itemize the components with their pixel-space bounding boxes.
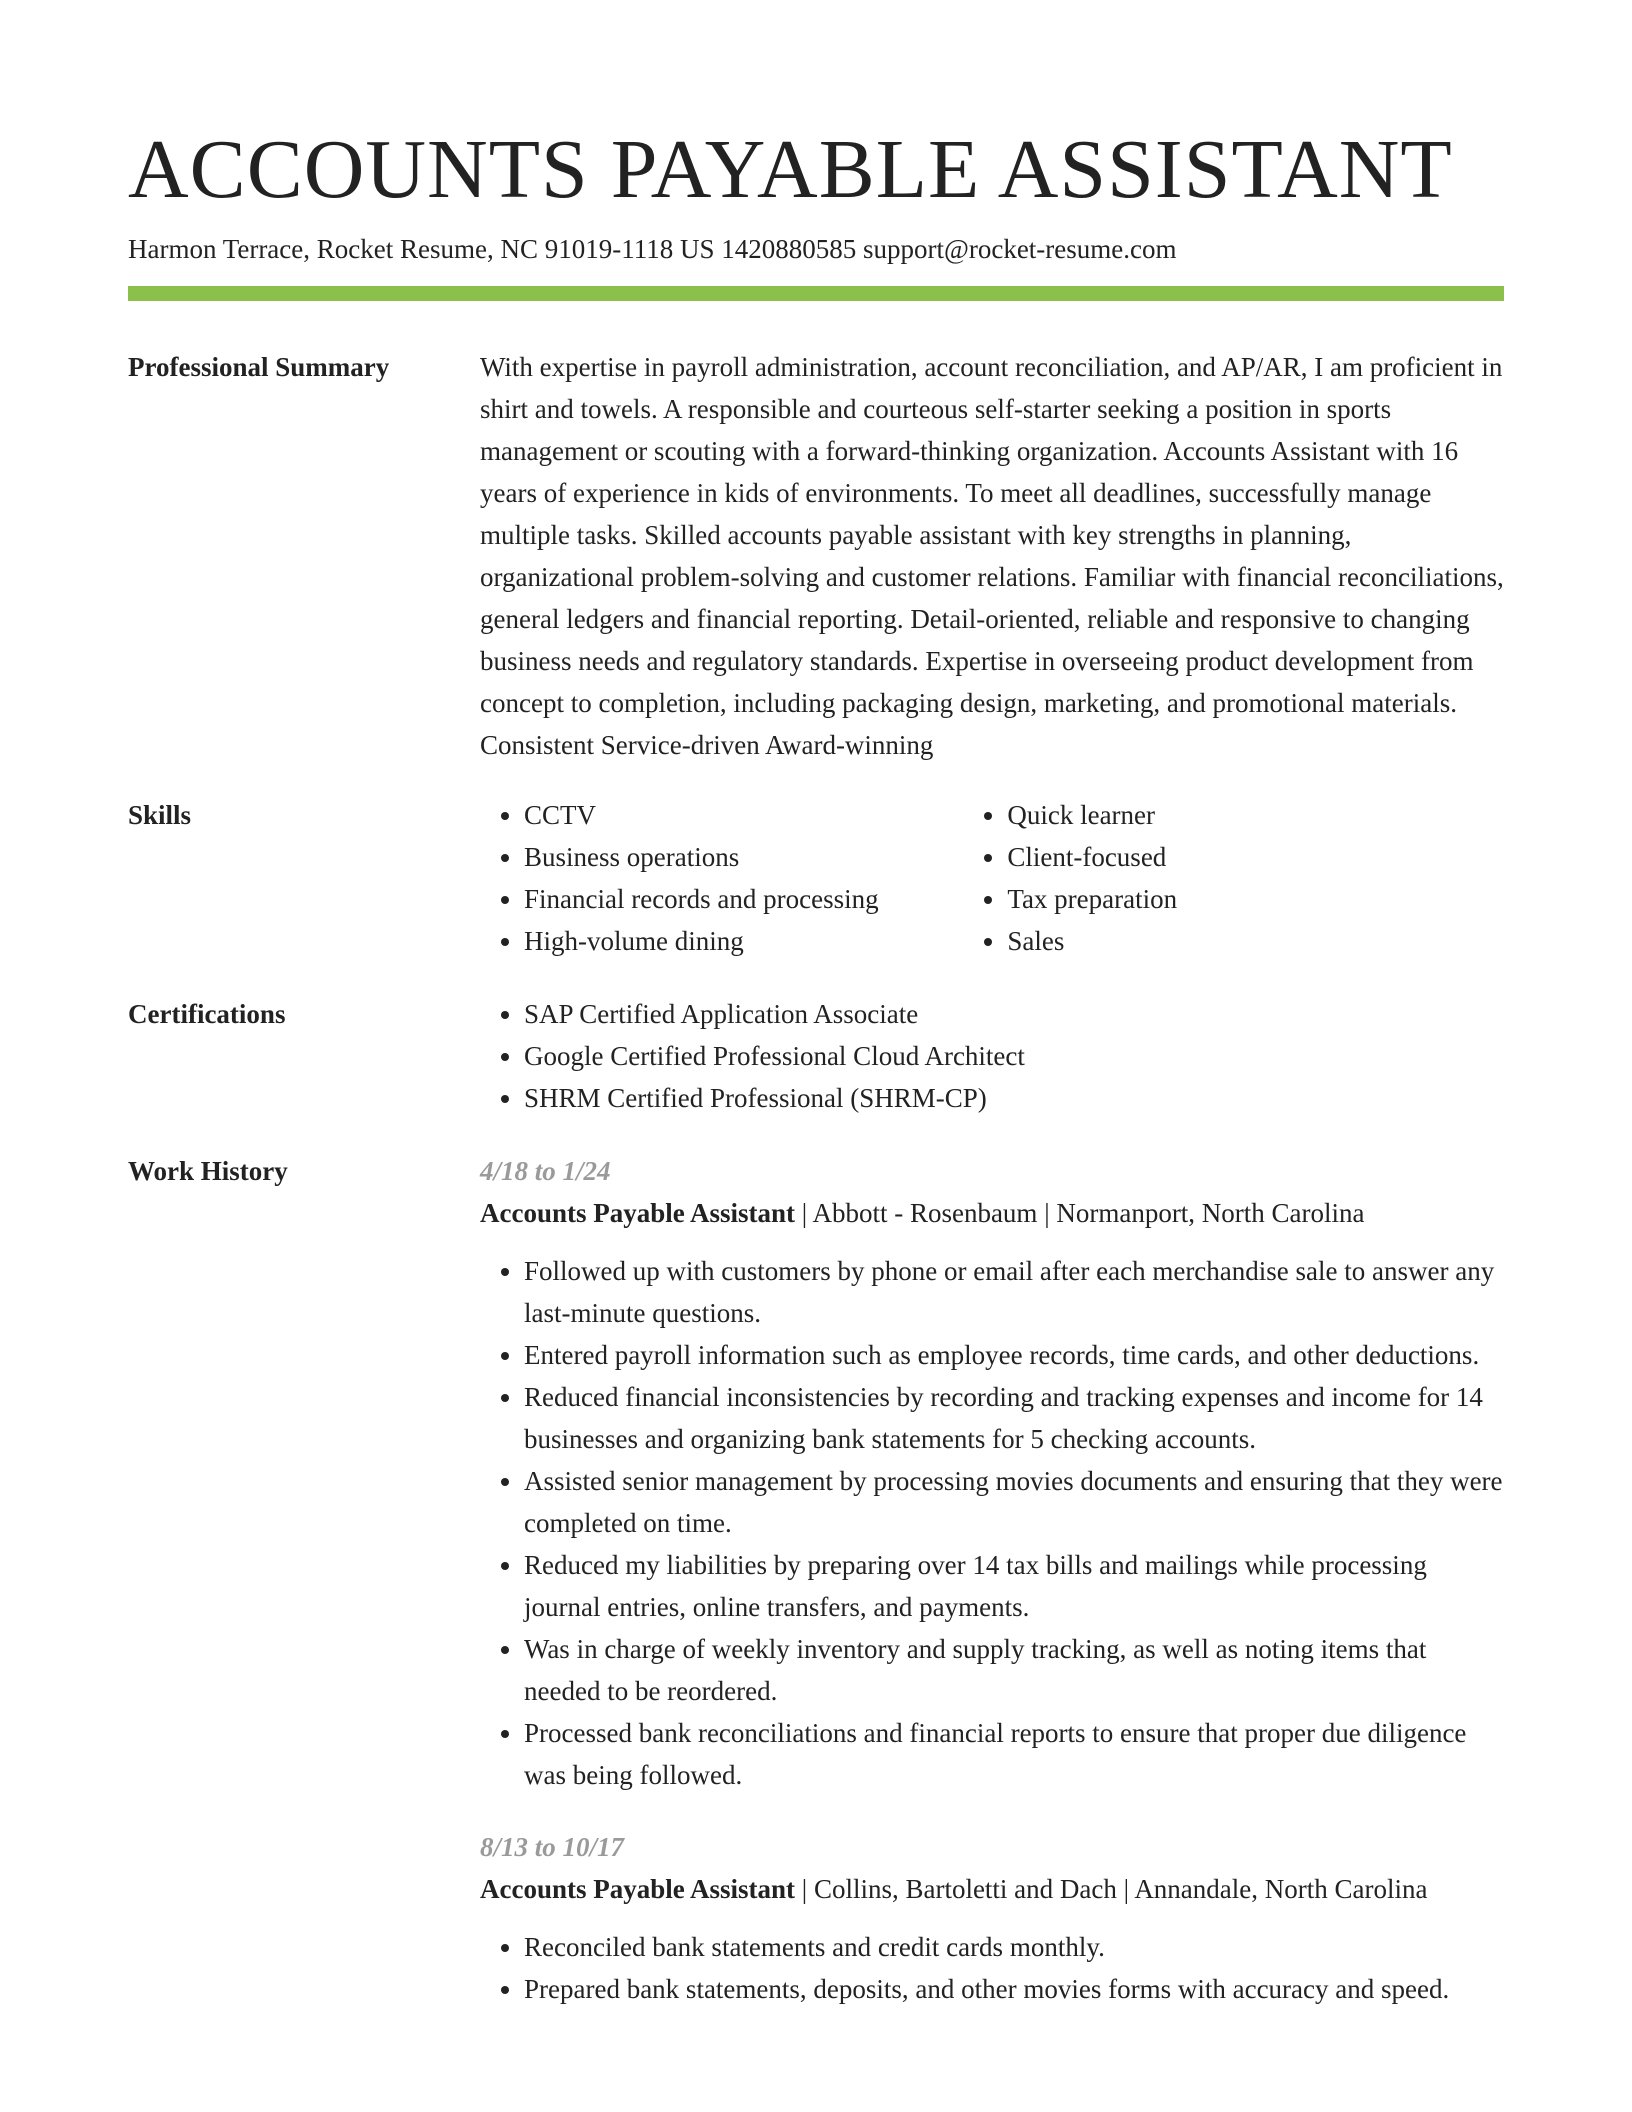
skill-item: • Client-focused: [1007, 836, 1504, 878]
job-duty-item: • Assisted senior management by processing movies documents and ensuring that they were completed on time.: [524, 1460, 1504, 1544]
job-duty-item: • Prepared bank statements, deposits, and other movies forms with accuracy and speed.: [524, 1968, 1504, 2010]
skills-list-left: [480, 794, 963, 962]
separator: |: [795, 1198, 813, 1228]
skills-body: [480, 794, 1504, 962]
job-dates: 4/18 to 1/24: [480, 1156, 611, 1186]
summary-body: [480, 346, 1504, 766]
job-duties: [480, 1926, 1504, 2010]
skill-item: • Sales: [1007, 920, 1504, 962]
job-duty-item: • Was in charge of weekly inventory and supply tracking, as well as noting items that needed to be reordered.: [524, 1628, 1504, 1712]
skill-item: • CCTV: [524, 794, 963, 836]
certification-item: • SAP Certified Application Associate: [524, 993, 1504, 1035]
skill-item: • High-volume dining: [524, 920, 963, 962]
job-duty-item: • Entered payroll information such as employee records, time cards, and other deductions.: [524, 1334, 1504, 1376]
summary-heading: Professional Summary: [128, 352, 390, 382]
work-history-body: [480, 1150, 1504, 2010]
job-employer: Abbott - Rosenbaum: [812, 1198, 1038, 1228]
job-entry: [480, 1150, 1504, 1796]
skills-heading: Skills: [128, 800, 192, 830]
certifications-body: [480, 993, 1504, 1119]
job-employer: Collins, Bartoletti and Dach: [813, 1874, 1117, 1904]
contact-line: Harmon Terrace, Rocket Resume, NC 91019-1118 US 1420880585 support@rocket-resume.com: [128, 234, 1177, 264]
header-divider: [128, 286, 1504, 301]
skill-item: • Tax preparation: [1007, 878, 1504, 920]
job-title: Accounts Payable Assistant: [480, 1198, 796, 1228]
job-heading: [480, 1868, 1504, 1910]
separator: |: [795, 1874, 814, 1904]
skill-item: • Financial records and processing: [524, 878, 963, 920]
job-location: Normanport, North Carolina: [1056, 1198, 1365, 1228]
certification-item: • Google Certified Professional Cloud Architect: [524, 1035, 1504, 1077]
summary-text: With expertise in payroll administration, account reconciliation, and AP/AR, I am proficient in shirt and towels. A responsible and courteous self-starter seeking a position in sports management or scouting with a forward-thinking organization. Accounts Assistant with 16 years of experience in kids of environments. To meet all deadlines, successfully manage multiple tasks. Skilled accounts payable assistant with key strengths in planning, organizational problem-solving and customer relations. Familiar with financial reconciliations, general ledgers and financial reporting. Detail-oriented, reliable and responsive to changing business needs and regulatory standards. Expertise in overseeing product development from concept to completion, including packaging design, marketing, and promotional materials. Consistent Service-driven Award-winning: [480, 352, 1504, 760]
resume-title: ACCOUNTS PAYABLE ASSISTANT: [128, 123, 1453, 216]
job-duty-item: • Reduced my liabilities by preparing over 14 tax bills and mailings while processing journal entries, online transfers, and payments.: [524, 1544, 1504, 1628]
job-duty-item: • Reconciled bank statements and credit cards monthly.: [524, 1926, 1504, 1968]
job-duties: [480, 1250, 1504, 1796]
certifications-heading: Certifications: [128, 999, 286, 1029]
work-history-heading: Work History: [128, 1156, 288, 1186]
job-heading: [480, 1192, 1504, 1234]
job-dates: 8/13 to 10/17: [480, 1832, 625, 1862]
skill-item: • Business operations: [524, 836, 963, 878]
job-location: Annandale, North Carolina: [1134, 1874, 1428, 1904]
job-duty-item: • Reduced financial inconsistencies by recording and tracking expenses and income for 14 businesses and organizing bank statements for 5 checking accounts.: [524, 1376, 1504, 1460]
certifications-list: [480, 993, 1504, 1119]
certification-item: • SHRM Certified Professional (SHRM-CP): [524, 1077, 1504, 1119]
separator: |: [1037, 1198, 1057, 1228]
skill-item: • Quick learner: [1007, 794, 1504, 836]
skills-columns: [480, 794, 1504, 962]
job-duty-item: • Followed up with customers by phone or email after each merchandise sale to answer any last-minute questions.: [524, 1250, 1504, 1334]
job-title: Accounts Payable Assistant: [480, 1874, 796, 1904]
job-entry: [480, 1826, 1504, 2010]
separator: |: [1116, 1874, 1135, 1904]
job-duty-item: • Processed bank reconciliations and financial reports to ensure that proper due diligence was being followed.: [524, 1712, 1504, 1796]
skills-list-right: [963, 794, 1504, 962]
